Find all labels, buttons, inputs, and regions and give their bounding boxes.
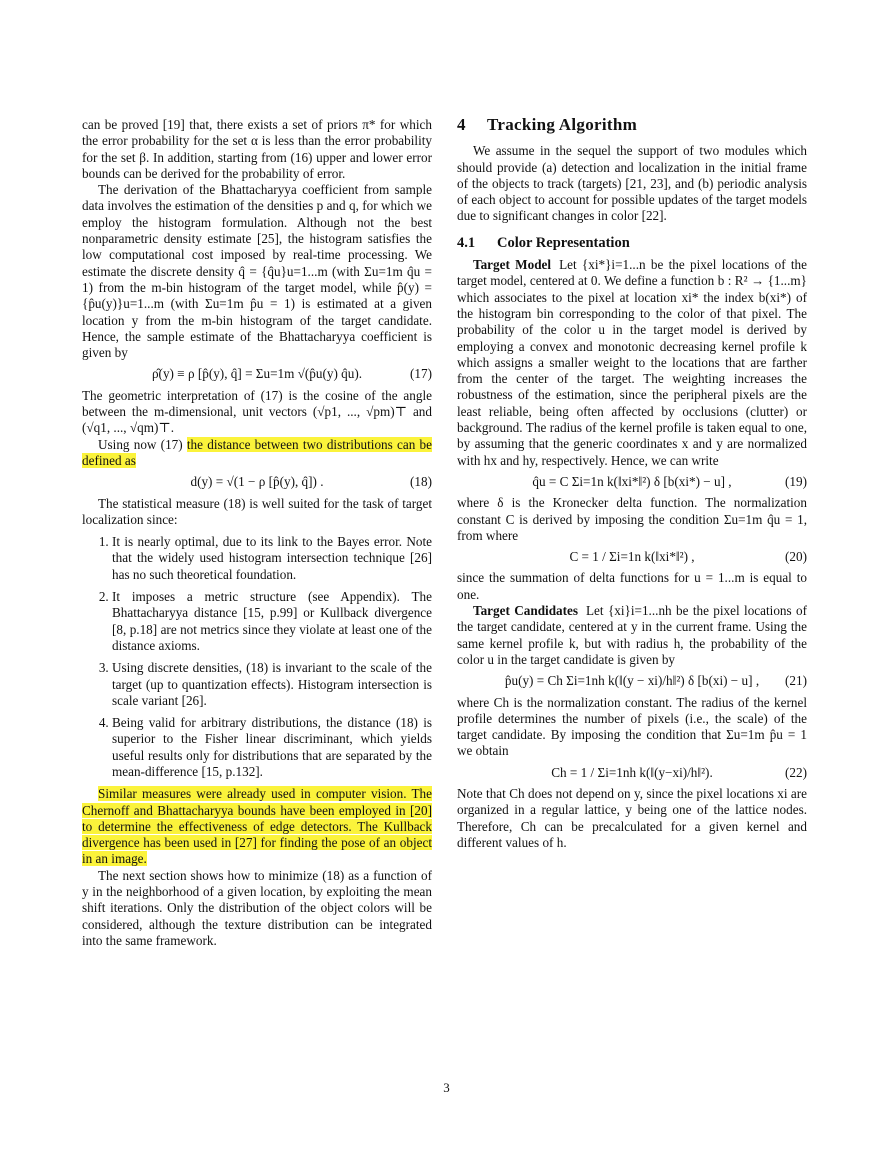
equation-number: (19): [785, 473, 807, 489]
numbered-list: [82, 534, 432, 780]
paragraph: [82, 437, 432, 470]
section-number: 4: [457, 115, 466, 134]
equation-formula: ρ̂(y) ≡ ρ [p̂(y), q̂] = Σu=1m √(p̂u(y) q̂u).: [151, 366, 363, 382]
paragraph: We assume in the sequel the support of two modules which should provide (a) detection and localization in the initial frame of the objects to track (targets) [21, 23], and (b) periodic analysis of each object to account for possible updates of the target models due to significant changes in color [22].: [457, 143, 807, 224]
list-item: 2. It imposes a metric structure (see Appendix). The Bhattacharyya distance [15, p.99] or Kullback divergence [8, p.18] are not metrics since they violate at least one of the distance axioms.: [112, 589, 432, 654]
subsection-title: Color Representation: [497, 234, 630, 251]
equation-number: (21): [785, 673, 807, 689]
highlighted-text: the distance between two distributions can be defined as: [82, 436, 432, 468]
equation-21: [457, 673, 807, 689]
equation-number: (18): [410, 474, 432, 490]
equation-20: [457, 549, 807, 565]
equation-formula: Ch = 1 / Σi=1nh k(‖(y−xi)/h‖²).: [551, 764, 713, 780]
run-in-heading: Target Model: [473, 257, 552, 273]
text: Let {xi*}i=1...n be the pixel locations of the target model, centered at 0. We define a function b : R² → {1...m} which associates to the pixel at location xi* the index b(xi*) of the histogram bin corresponding to the color of that pixel. The probability of the color u in the target model is derived by employing a convex and monotonic decreasing kernel profile k which assigns a smaller weight to the locations that are farther from the center of the target. The weighting increases the robustness of the estimation, since the peripheral pixels are the least reliable, being often affected by occlusions (clutter) or background. The radius of the kernel profile is taken equal to one, by assuming that the generic coordinates x and y are normalized with hx and hy, respectively. Hence, we can write: [457, 257, 807, 468]
equation-19: [457, 474, 807, 490]
paragraph: The next section shows how to minimize (18) as a function of y in the neighborhood of a given location, by exploiting the mean shift iterations. Only the distribution of the object colors will be considered, although the texture distribution can be integrated into the same framework.: [82, 867, 432, 948]
run-in-heading: Target Candidates: [473, 603, 578, 619]
equation-formula: d(y) = √(1 − ρ [p̂(y), q̂]) .: [190, 474, 324, 490]
paragraph: [457, 257, 807, 469]
page-number: 3: [443, 1080, 450, 1095]
right-column: [457, 117, 807, 851]
equation-number: (22): [785, 764, 807, 780]
equation-17: [82, 366, 432, 382]
section-title: Tracking Algorithm: [487, 115, 638, 134]
paragraph: can be proved [19] that, there exists a set of priors π* for which the error probability for the set α is less than the error probability for the set β. In addition, starting from (16) upper and lower error bounds can be derived for the probability of error.: [82, 117, 432, 181]
subsection-heading: [457, 235, 807, 251]
text: Using now (17): [98, 436, 187, 452]
paragraph: The derivation of the Bhattacharyya coefficient from sample data involves the estimation of the densities p and q, for which we employ the histogram formulation. Although not the best nonparametric density estimate [25], the histogram satisfies the low computational cost imposed by real-time processing. We estimate the discrete density q̂ = {q̂u}u=1...m (with Σu=1m q̂u = 1) from the m-bin histogram of the target model, while p̂(y) = {p̂u(y)}u=1...m (with Σu=1m p̂u = 1) is estimated at a given location y from the m-bin histogram of the target candidate. Hence, the sample estimate of the Bhattacharyya coefficient is given by: [82, 182, 432, 361]
equation-18: [82, 474, 432, 490]
paragraph: [82, 786, 432, 867]
list-item: 1. It is nearly optimal, due to its link to the Bayes error. Note that the widely used histogram intersection technique [26] has no such theoretical foundation.: [112, 534, 432, 583]
text: Let {xi}i=1...nh be the pixel locations of the target candidate, centered at y in the current frame. Using the same kernel profile k, but with radius h, the probability of the color u in the target candidate is given by: [457, 603, 807, 667]
paragraph: The geometric interpretation of (17) is the cosine of the angle between the m-dimensional, unit vectors (√p1, ..., √pm)⊤ and (√q1, ..., √qm)⊤.: [82, 387, 432, 436]
paragraph: where Ch is the normalization constant. The radius of the kernel profile determines the number of pixels (i.e., the scale) of the target candidate. By imposing the condition that Σu=1m p̂u = 1 we obtain: [457, 694, 807, 759]
equation-formula: p̂u(y) = Ch Σi=1nh k(‖(y − xi)/h‖²) δ [b(xi) − u] ,: [504, 673, 760, 689]
section-heading: [457, 117, 807, 133]
paragraph: since the summation of delta functions for u = 1...m is equal to one.: [457, 570, 807, 602]
list-item: 4. Being valid for arbitrary distributions, the distance (18) is superior to the Fisher linear discriminant, which yields useful results only for distributions that are separated by the mean-difference [15, p.132].: [112, 715, 432, 780]
equation-formula: q̂u = C Σi=1n k(‖xi*‖²) δ [b(xi*) − u] ,: [532, 473, 732, 489]
equation-22: [457, 765, 807, 781]
equation-formula: C = 1 / Σi=1n k(‖xi*‖²) ,: [569, 549, 695, 565]
highlighted-text: Similar measures were already used in computer vision. The Chernoff and Bhattacharyya bounds have been employed in [20] to determine the effectiveness of edge detectors. The Kullback divergence has been used in [27] for finding the pose of an object in an image.: [82, 786, 432, 867]
list-item: 3. Using discrete densities, (18) is invariant to the scale of the target (up to quantization effects). Histogram intersection is scale variant [26].: [112, 660, 432, 709]
equation-number: (20): [785, 549, 807, 565]
equation-number: (17): [410, 366, 432, 382]
paragraph: [457, 603, 807, 668]
paragraph: The statistical measure (18) is well suited for the task of target localization since:: [82, 495, 432, 527]
left-column: [82, 117, 432, 949]
paragraph: where δ is the Kronecker delta function. The normalization constant C is derived by imposing the condition Σu=1m q̂u = 1, from where: [457, 495, 807, 543]
paragraph: Note that Ch does not depend on y, since the pixel locations xi are organized in a regular lattice, y being one of the lattice nodes. Therefore, Ch can be precalculated for a given kernel and different values of h.: [457, 785, 807, 850]
subsection-number: 4.1: [457, 234, 476, 251]
